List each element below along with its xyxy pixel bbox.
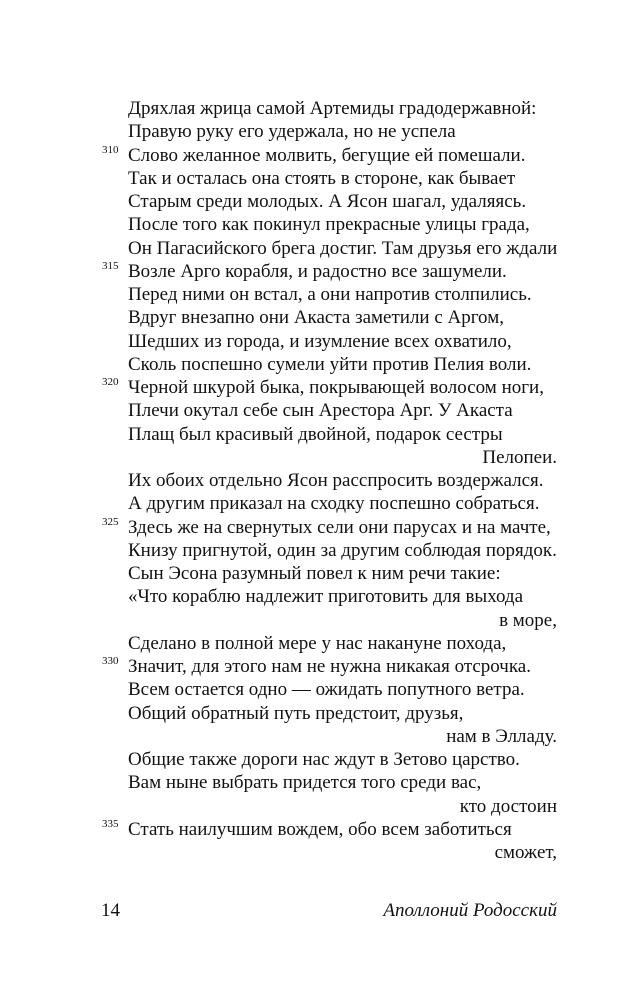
running-footer-author: Аполлоний Родосский	[383, 900, 557, 921]
verse-text: Черной шкурой быка, покрывающей волосом ноги,	[128, 377, 544, 398]
verse-text: Стать наилучшим вождем, обо всем заботиться	[128, 818, 512, 840]
verse-text: Так и осталась она стоять в стороне, как бывает	[128, 167, 516, 189]
page-number: 14	[101, 900, 120, 921]
verse-line	[0, 516, 632, 539]
verse-text: в море,	[499, 609, 557, 631]
verse-line	[0, 399, 632, 422]
verse-line	[0, 213, 632, 236]
poem-text	[0, 97, 632, 864]
verse-text: Книзу пригнутой, один за другим соблюдая порядок.	[128, 539, 557, 561]
verse-line-continuation	[0, 725, 632, 748]
verse-line	[0, 678, 632, 701]
line-number: 315	[102, 259, 119, 272]
verse-text: Сделано в полной мере у нас накануне похода,	[128, 632, 507, 654]
verse-line	[0, 469, 632, 492]
verse-text: нам в Элладу.	[446, 725, 557, 747]
verse-line	[0, 97, 632, 120]
line-number: 310	[102, 143, 119, 156]
verse-line-continuation	[0, 446, 632, 469]
verse-line	[0, 144, 632, 167]
verse-text: Их обоих отдельно Ясон расспросить воздержался.	[128, 470, 544, 491]
verse-text: «Что кораблю надлежит приготовить для выхода	[128, 586, 524, 608]
verse-line	[0, 260, 632, 283]
page-footer	[0, 896, 632, 926]
verse-text: Здесь же на свернутых сели они парусах и на мачте,	[128, 516, 551, 538]
verse-line	[0, 120, 632, 143]
verse-line	[0, 585, 632, 608]
line-number: 330	[102, 655, 119, 667]
verse-line	[0, 655, 632, 678]
verse-text: Он Пагасийского брега достиг. Там друзья его ждали	[128, 237, 558, 259]
verse-line	[0, 539, 632, 562]
verse-text: Шедших из города, и изумление всех охватило,	[128, 330, 512, 352]
verse-line	[0, 771, 632, 794]
verse-text: Старым среди молодых. А Ясон шагал, удаляясь.	[128, 191, 527, 212]
verse-text: А другим приказал на сходку поспешно собраться.	[128, 493, 540, 515]
line-number: 335	[102, 817, 119, 830]
verse-line	[0, 167, 632, 190]
verse-line	[0, 562, 632, 585]
verse-line	[0, 306, 632, 329]
verse-text: Сын Эсона разумный повел к ним речи такие:	[128, 563, 501, 584]
verse-line	[0, 353, 632, 376]
verse-text: Значит, для этого нам не нужна никакая отсрочка.	[128, 656, 531, 677]
verse-line-continuation	[0, 609, 632, 632]
verse-text: Общий обратный путь предстоит, друзья,	[128, 702, 464, 724]
verse-line	[0, 237, 632, 260]
verse-line	[0, 423, 632, 446]
verse-text: кто достоин	[459, 795, 557, 817]
verse-line	[0, 190, 632, 213]
verse-line-continuation	[0, 841, 632, 864]
verse-text: сможет,	[494, 842, 557, 863]
line-number: 320	[102, 376, 119, 388]
verse-line-continuation	[0, 795, 632, 818]
verse-line	[0, 748, 632, 771]
verse-text: Сколь поспешно сумели уйти против Пелия воли.	[128, 353, 532, 375]
verse-line	[0, 818, 632, 841]
verse-text: Перед ними он встал, а они напротив столпились.	[128, 284, 532, 305]
verse-text: После того как покинул прекрасные улицы града,	[128, 214, 530, 236]
verse-text: Правую руку его удержала, но не успела	[128, 121, 456, 143]
verse-line	[0, 632, 632, 655]
verse-line	[0, 376, 632, 399]
verse-line	[0, 283, 632, 306]
verse-line	[0, 702, 632, 725]
verse-text: Плащ был красивый двойной, подарок сестры	[128, 423, 503, 445]
verse-line	[0, 330, 632, 353]
line-number: 325	[102, 515, 119, 528]
verse-text: Вам ныне выбрать придется того среди вас,	[128, 772, 482, 794]
verse-text: Слово желанное молвить, бегущие ей помешали.	[128, 144, 526, 166]
verse-text: Возле Арго корабля, и радостно все зашумели.	[128, 260, 507, 282]
verse-text: Общие также дороги нас ждут в Зетово царство.	[128, 749, 520, 770]
verse-line	[0, 492, 632, 515]
verse-text: Всем остается одно — ожидать попутного ветра.	[128, 679, 525, 701]
verse-text: Плечи окутал себе сын Арестора Арг. У Акаста	[128, 400, 513, 422]
verse-text: Пелопеи.	[482, 446, 557, 468]
verse-text: Дряхлая жрица самой Артемиды градодержавной:	[128, 98, 537, 119]
verse-text: Вдруг внезапно они Акаста заметили с Аргом,	[128, 307, 504, 329]
